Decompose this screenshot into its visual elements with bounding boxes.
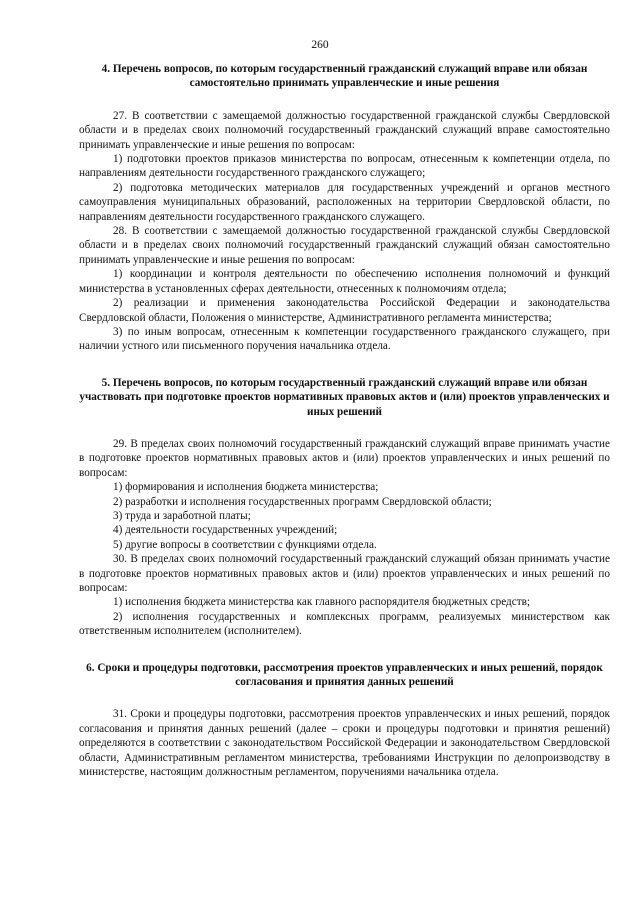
section-4 (79, 62, 610, 354)
section-heading: 5. Перечень вопросов, по которым государственный гражданский служащий вправе или обязан участвовать при подготовке проектов нормативных правовых актов и (или) проектов управленческих и иных решений (79, 376, 610, 418)
section-5 (79, 376, 610, 639)
list-item: 2) подготовка методических материалов для государственных учреждений и органов местного самоуправления муниципальных образований, расположенных на территории Свердловской области, по направлениям деятельности государственного гражданского служащего. (79, 181, 610, 223)
list-item: 3) по иным вопросам, отнесенным к компетенции государственного гражданского служащего, при наличии устного или письменного поручения начальника отдела. (79, 325, 610, 353)
paragraph: 31. Сроки и процедуры подготовки, рассмотрения проектов управленческих и иных решений, порядок согласования и принятия данных решений (далее – сроки и процедуры подготовки и принятия решений) определяются в соответствии с законодательством Российской Федерации и законодательством Свердловской области, Административным регламентом министерства, требованиями Инструкции по делопроизводству в министерстве, настоящим должностным регламентом, поручениями начальника отдела. (79, 708, 610, 779)
section-heading: 6. Сроки и процедуры подготовки, рассмотрения проектов управленческих и иных решений, порядок согласования и принятия данных решений (86, 661, 603, 689)
document-content (79, 38, 610, 779)
list-item: 4) деятельности государственных учреждений; (113, 524, 338, 537)
list-item: 2) реализации и применения законодательства Российской Федерации и законодательства Свердловской области, Положения о министерстве, Административного регламента министерства; (79, 297, 610, 324)
list-item: 1) координации и контроля деятельности по обеспечению исполнения полномочий и функций министерства в установленных сферах деятельности, отнесенных к полномочиям отдела; (79, 268, 610, 295)
list-item: 1) формирования и исполнения бюджета министерства; (113, 481, 379, 494)
paragraph: 27. В соответствии с замещаемой должностью государственной гражданской службы Свердловской области и в пределах своих полномочий государственный гражданский служащий вправе самостоятельно принимать управленческие и иные решения по вопросам: (79, 109, 610, 151)
list-item: 3) труда и заработной платы; (113, 509, 251, 522)
list-item: 2) разработки и исполнения государственных программ Свердловской области; (113, 495, 492, 508)
list-item: 1) подготовки проектов приказов министерства по вопросам, отнесенным к компетенции отдела, по направлениям деятельности государственного гражданского служащего; (79, 153, 610, 180)
paragraph: 28. В соответствии с замещаемой должностью государственной гражданской службы Свердловской области и в пределах своих полномочий государственный гражданский служащий обязан самостоятельно принимать управленческие и иные решения по вопросам: (79, 225, 610, 266)
list-item: 1) исполнения бюджета министерства как главного распорядителя бюджетных средств; (113, 596, 530, 609)
paragraph: 29. В пределах своих полномочий государственный гражданский служащий вправе принимать участие в подготовке проектов нормативных правовых актов и (или) проектов управленческих и иных решений по вопросам: (79, 437, 610, 479)
list-item: 5) другие вопросы в соответствии с функциями отдела. (113, 538, 377, 551)
section-6 (79, 661, 610, 780)
section-heading: 4. Перечень вопросов, по которым государственный гражданский служащий вправе или обязан самостоятельно принимать управленческие и иные решения (101, 63, 588, 90)
list-item: 2) исполнения государственных и комплексных программ, реализуемых министерством как ответственным исполнителем (исполнителем). (79, 610, 610, 638)
page-number: 260 (311, 39, 329, 51)
paragraph: 30. В пределах своих полномочий государственный гражданский служащий обязан принимать участие в подготовке проектов нормативных правовых актов и (или) проектов управленческих и иных решений по вопросам: (79, 553, 610, 594)
